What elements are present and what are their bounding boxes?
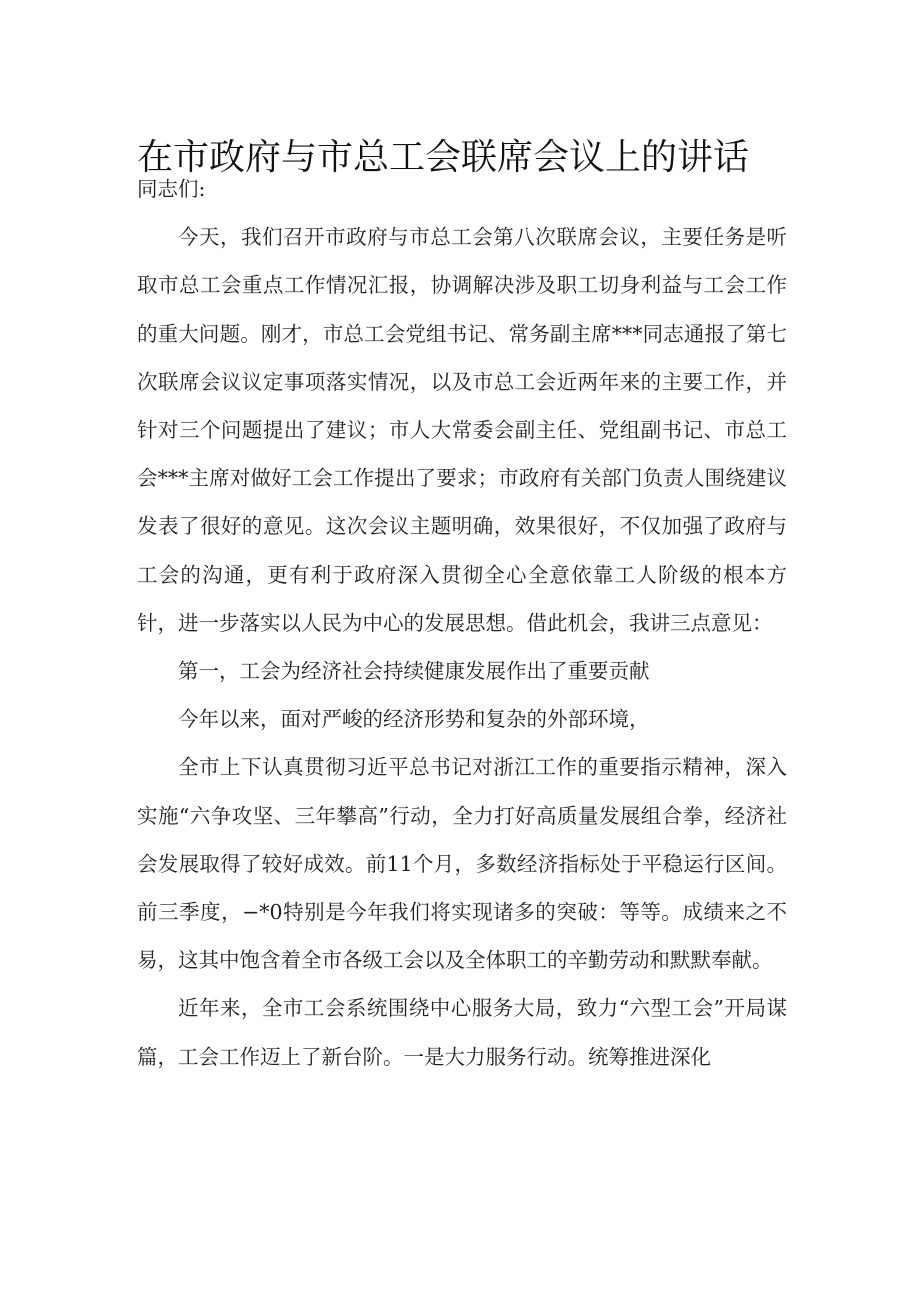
document-body xyxy=(137,165,787,1081)
paragraph-this-year: 今年以来，面对严峻的经济形势和复杂的外部环境， xyxy=(178,707,650,732)
salutation: 同志们: xyxy=(137,177,206,201)
paragraph-opening: 今天，我们召开市政府与市总工会第八次联席会议，主要任务是听取市总工会重点工作情况汇报，协调解决涉及职工切身利益与工会工作的重大问题。刚才，市总工会党组书记、常务副主席***同志通报了第七次联席会议议定事项落实情况，以及市总工会近两年来的主要工作，并针对三个问题提出了建议；市人大常委会副主任、党组副书记、市总工会***主席对做好工会工作提出了要求；市政府有关部门负责人围绕建议发表了很好的意见。这次会议主题明确，效果很好，不仅加强了政府与工会的沟通，更有利于政府深入贯彻全心全意依靠工人阶级的根本方针，进一步落实以人民为中心的发展思想。借此机会，我讲三点意见： xyxy=(137,225,787,635)
paragraph-recent-years: 近年来，全市工会系统围绕中心服务大局，致力“六型工会”开局谋篇，工会工作迈上了新台阶。一是大力服务行动。统筹推进深化 xyxy=(137,996,787,1069)
section-heading-first: 第一，工会为经济社会持续健康发展作出了重要贡献 xyxy=(178,659,650,684)
paragraph-achievements: 全市上下认真贯彻习近平总书记对浙江工作的重要指示精神，深入实施“六争攻坚、三年攀高”行动，全力打好高质量发展组合拳，经济社会发展取得了较好成效。前11个月，多数经济指标处于平稳运行区间。前三季度，−*0特别是今年我们将实现诸多的突破：等等。成绩来之不易，这其中饱含着全市各级工会以及全体职工的辛勤劳动和默默奉献。 xyxy=(137,755,787,973)
document-title: 在市政府与市总工会联席会议上的讲话 xyxy=(137,137,750,179)
